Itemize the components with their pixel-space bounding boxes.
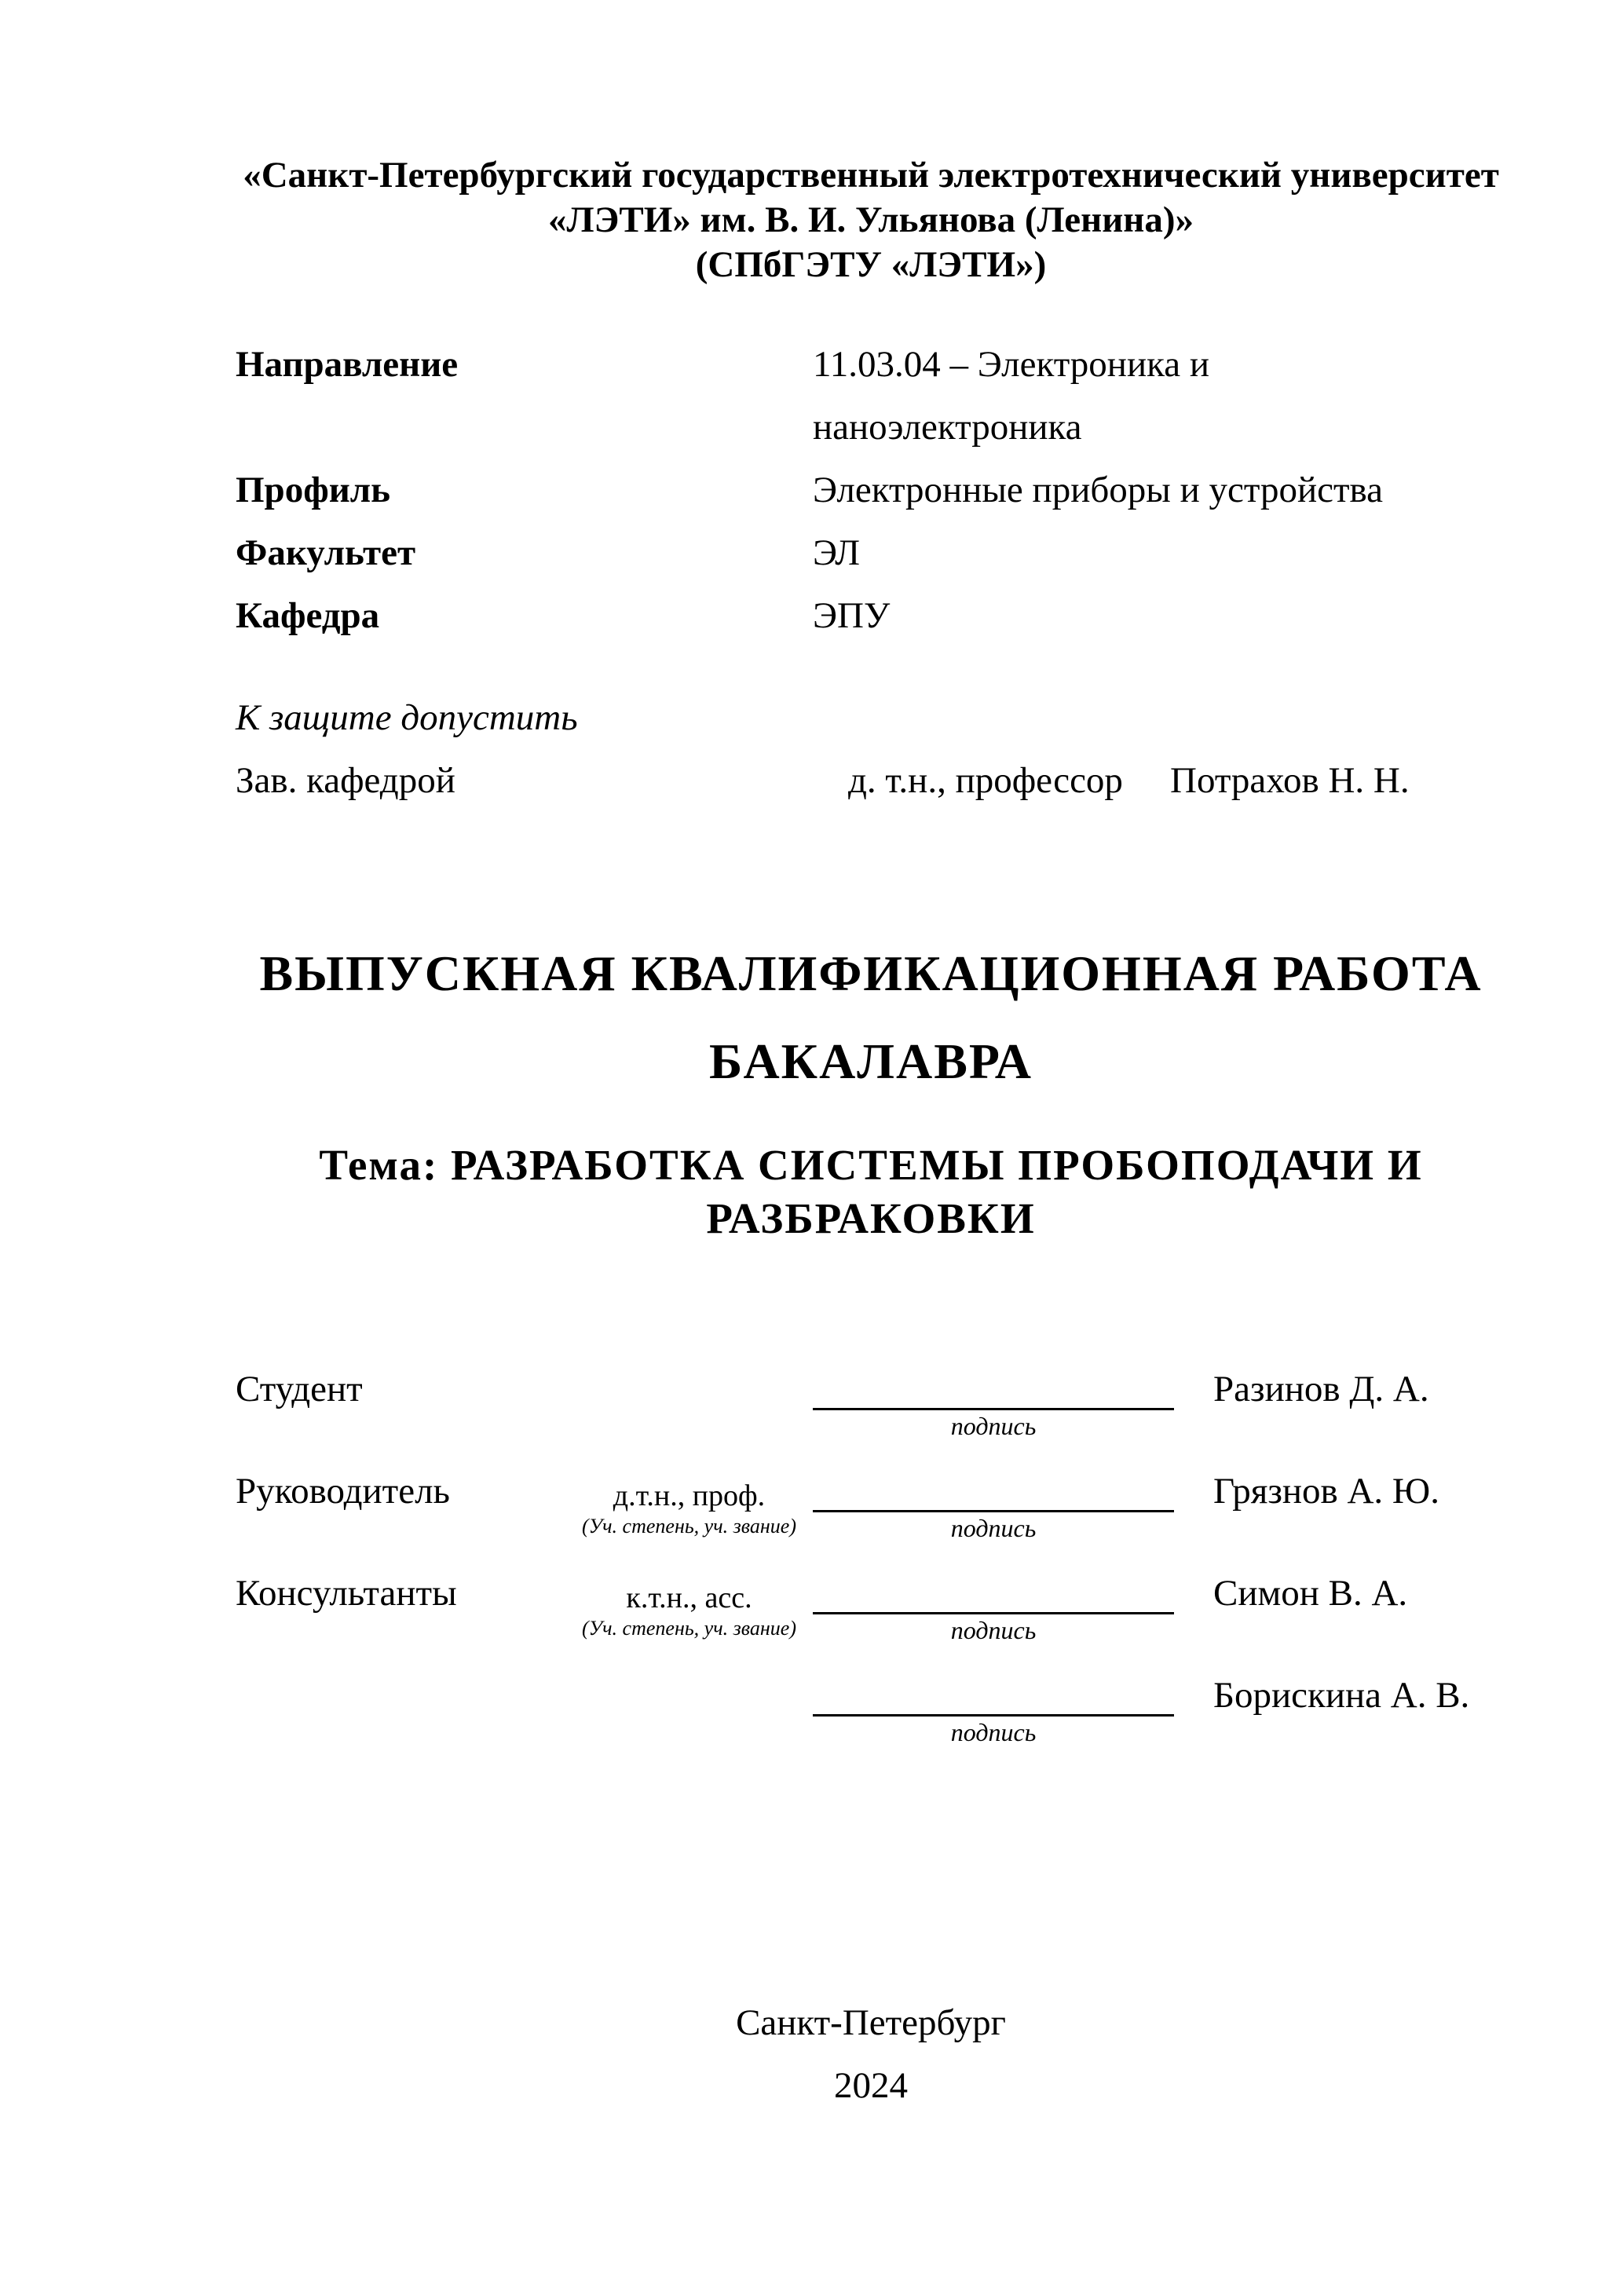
document-footer [236, 1991, 1506, 2117]
work-title-line2: БАКАЛАВРА [708, 1033, 1033, 1089]
university-name-line1: «Санкт-Петербургский государственный электротехнический университет [243, 155, 1499, 196]
signature-role [236, 1717, 565, 1748]
signature-name: Борискина А. В. [1213, 1675, 1470, 1716]
footer-year: 2024 [834, 2065, 908, 2106]
signature-degree-text: к.т.н., асс. [626, 1581, 752, 1614]
program-info-row [236, 396, 1506, 459]
signature-field [813, 1510, 1174, 1544]
signature-role: Консультанты [236, 1573, 457, 1614]
signature-role: Руководитель [236, 1471, 450, 1512]
field-label-direction: Направление [236, 344, 459, 385]
signature-row-student [236, 1340, 1506, 1442]
signature-degree [565, 1580, 813, 1646]
signature-row-consultant-1 [236, 1544, 1506, 1646]
signature-caption: подпись [950, 1616, 1037, 1644]
department-head-label: Зав. кафедрой [236, 760, 455, 801]
field-value-profile: Электронные приборы и устройства [813, 470, 1383, 510]
department-head-degree: д. т.н., профессор [848, 760, 1123, 801]
program-info-row [236, 333, 1506, 396]
signature-field [813, 1714, 1174, 1748]
field-label-empty [236, 396, 813, 459]
signature-field [813, 1612, 1174, 1646]
department-head-name: Потрахов Н. Н. [1170, 760, 1410, 801]
university-name-line2: «ЛЭТИ» им. В. И. Ульянова (Ленина)» [547, 199, 1194, 240]
work-theme-line2: РАЗБРАКОВКИ [706, 1194, 1036, 1242]
work-theme [236, 1139, 1506, 1245]
field-value-direction: 11.03.04 – Электроника и [813, 344, 1209, 385]
signature-caption: подпись [950, 1718, 1037, 1746]
signature-degree [565, 1743, 813, 1748]
signature-name: Симон В. А. [1213, 1573, 1408, 1614]
signature-role: Студент [236, 1369, 363, 1409]
signature-degree-text: д.т.н., проф. [613, 1479, 766, 1512]
signature-degree [565, 1437, 813, 1442]
department-head-row [236, 749, 1506, 812]
university-header [236, 153, 1506, 287]
university-abbreviation: (СПбГЭТУ «ЛЭТИ») [695, 244, 1047, 285]
work-title-line1: ВЫПУСКНАЯ КВАЛИФИКАЦИОННАЯ РАБОТА [259, 945, 1483, 1001]
field-label-faculty: Факультет [236, 532, 416, 573]
signature-degree [565, 1478, 813, 1544]
field-value-department: ЭПУ [813, 595, 891, 636]
signature-row-supervisor [236, 1442, 1506, 1544]
signature-degree-caption: (Уч. степень, уч. звание) [582, 1515, 796, 1537]
signature-caption: подпись [950, 1514, 1037, 1542]
signature-caption: подпись [950, 1412, 1037, 1440]
program-info [236, 333, 1506, 647]
program-info-row [236, 584, 1506, 647]
program-info-row [236, 459, 1506, 521]
work-theme-line1: Тема: РАЗРАБОТКА СИСТЕМЫ ПРОБОПОДАЧИ И [319, 1141, 1423, 1189]
field-label-department: Кафедра [236, 595, 380, 636]
signature-name: Грязнов А. Ю. [1213, 1471, 1439, 1512]
work-title [236, 930, 1506, 1106]
admission-intro: К защите допустить [236, 697, 578, 738]
field-label-profile: Профиль [236, 470, 391, 510]
signature-row-consultant-2 [236, 1646, 1506, 1748]
signature-degree-caption: (Уч. степень, уч. звание) [582, 1617, 796, 1640]
footer-city: Санкт-Петербург [736, 2002, 1006, 2043]
field-value-direction-wrap: наноэлектроника [813, 407, 1082, 448]
signature-field [813, 1408, 1174, 1442]
admission-block [236, 686, 1506, 812]
program-info-row [236, 521, 1506, 584]
field-value-faculty: ЭЛ [813, 532, 860, 573]
signature-name: Разинов Д. А. [1213, 1369, 1429, 1409]
signature-block [236, 1340, 1506, 1748]
